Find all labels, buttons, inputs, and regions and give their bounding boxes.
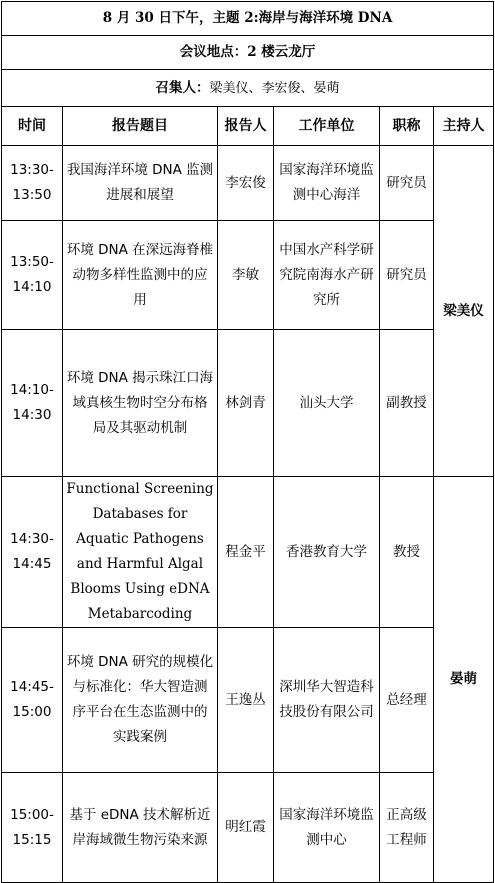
col-header-affiliation: 工作单位 (274, 107, 380, 146)
session-venue: 会议地点：2 楼云龙厅 (2, 36, 494, 70)
col-header-time: 时间 (2, 107, 63, 146)
row-time: 13:30-13:50 (2, 146, 63, 221)
row-speaker: 程金平 (218, 477, 274, 628)
host-cell: 梁美仪 (434, 146, 494, 477)
table-row (2, 146, 494, 221)
row-time: 14:30-14:45 (2, 477, 63, 628)
row-title: 正高级工程师 (380, 773, 434, 883)
row-affiliation: 国家海洋环境监测中心海洋 (274, 146, 380, 221)
row-title: 研究员 (380, 146, 434, 221)
session-title: 8 月 30 日下午，主题 2:海岸与海洋环境 DNA (2, 2, 494, 36)
row-title: 副教授 (380, 330, 434, 477)
session-conveners (2, 70, 494, 107)
schedule-page (1, 1, 494, 860)
col-header-topic: 报告题目 (63, 107, 218, 146)
row-speaker: 王逸丛 (218, 628, 274, 773)
row-speaker: 林剑青 (218, 330, 274, 477)
row-affiliation: 香港教育大学 (274, 477, 380, 628)
row-time: 14:45-15:00 (2, 628, 63, 773)
row-affiliation: 深圳华大智造科技股份有限公司 (274, 628, 380, 773)
row-topic: 我国海洋环境 DNA 监测进展和展望 (63, 146, 218, 221)
row-affiliation: 汕头大学 (274, 330, 380, 477)
col-header-title: 职称 (380, 107, 434, 146)
table-row (2, 773, 494, 883)
row-speaker: 李敏 (218, 221, 274, 330)
table-row (2, 221, 494, 330)
row-affiliation: 国家海洋环境监测中心 (274, 773, 380, 883)
row-speaker: 明红霞 (218, 773, 274, 883)
row-topic: 环境 DNA 研究的规模化与标准化：华大智造测序平台在生态监测中的实践案例 (63, 628, 218, 773)
row-topic: Functional Screening Databases for Aquatic Pathogens and Harmful Algal Blooms Using eDNA Metabarcoding (63, 477, 218, 628)
row-speaker: 李宏俊 (218, 146, 274, 221)
table-row (2, 477, 494, 628)
row-topic: 环境 DNA 揭示珠江口海域真核生物时空分布格局及其驱动机制 (63, 330, 218, 477)
row-time: 14:10-14:30 (2, 330, 63, 477)
row-time: 13:50-14:10 (2, 221, 63, 330)
conveners-names: 梁美仪、李宏俊、晏萌 (209, 80, 340, 96)
col-header-host: 主持人 (434, 107, 494, 146)
row-title: 教授 (380, 477, 434, 628)
row-topic: 环境 DNA 在深远海脊椎动物多样性监测中的应用 (63, 221, 218, 330)
schedule-table (1, 1, 494, 883)
conveners-label: 召集人： (155, 79, 210, 96)
row-title: 研究员 (380, 221, 434, 330)
host-cell: 晏萌 (434, 477, 494, 883)
row-time: 15:00-15:15 (2, 773, 63, 883)
table-row (2, 628, 494, 773)
row-affiliation: 中国水产科学研究院南海水产研究所 (274, 221, 380, 330)
row-title: 总经理 (380, 628, 434, 773)
table-row (2, 330, 494, 477)
col-header-speaker: 报告人 (218, 107, 274, 146)
row-topic: 基于 eDNA 技术解析近岸海域微生物污染来源 (63, 773, 218, 883)
